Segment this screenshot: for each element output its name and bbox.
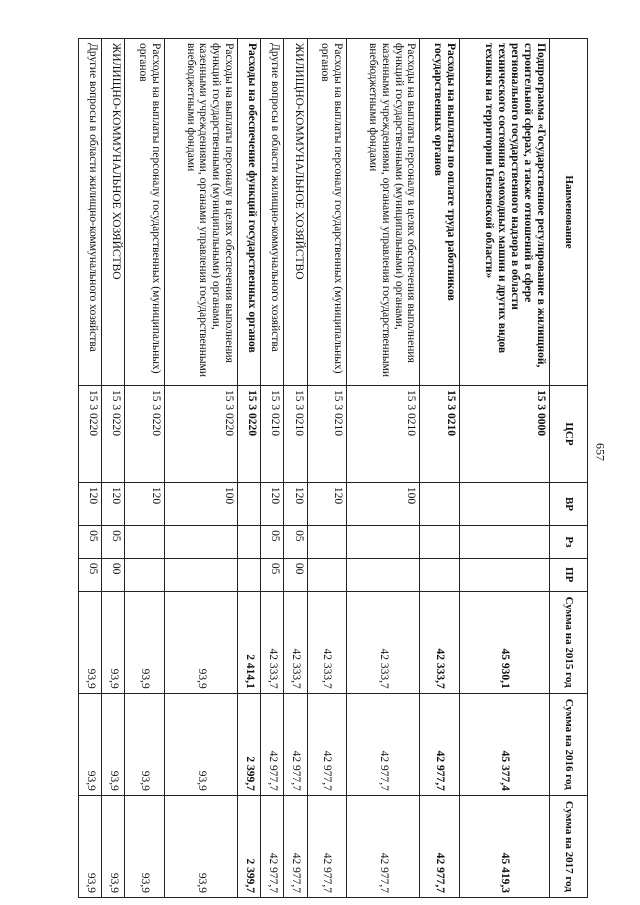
cell-name: Расходы на выплаты персоналу государственных (муниципальных) органов xyxy=(125,39,165,386)
cell-csr: 15 3 0220 xyxy=(165,386,238,483)
cell-2016: 93,9 xyxy=(125,693,165,795)
cell-csr: 15 3 0210 xyxy=(284,386,307,483)
header-2017: Сумма на 2017 год xyxy=(550,795,588,897)
cell-rz: 05 xyxy=(261,526,284,559)
cell-pr: 05 xyxy=(261,558,284,591)
table-row xyxy=(102,39,125,898)
page-number: 657 xyxy=(593,443,608,461)
cell-rz xyxy=(307,526,347,559)
cell-csr: 15 3 0210 xyxy=(307,386,347,483)
cell-2015: 93,9 xyxy=(125,591,165,693)
cell-vr xyxy=(460,482,550,525)
cell-2016: 45 377,4 xyxy=(460,693,550,795)
cell-2017: 93,9 xyxy=(102,795,125,897)
cell-2017: 42 977,7 xyxy=(261,795,284,897)
cell-name: Расходы на обеспечение функций государственных органов xyxy=(238,39,261,386)
cell-rz xyxy=(165,526,238,559)
cell-2016: 93,9 xyxy=(165,693,238,795)
cell-vr: 120 xyxy=(79,482,102,525)
header-rz: Рз xyxy=(550,526,588,559)
cell-vr xyxy=(420,482,460,525)
cell-name: Расходы на выплаты персоналу государственных (муниципальных) органов xyxy=(307,39,347,386)
cell-2016: 93,9 xyxy=(79,693,102,795)
cell-pr xyxy=(460,558,550,591)
cell-2017: 42 977,7 xyxy=(284,795,307,897)
cell-name: ЖИЛИЩНО-КОММУНАЛЬНОЕ ХОЗЯЙСТВО xyxy=(284,39,307,386)
cell-vr: 120 xyxy=(125,482,165,525)
cell-2015: 2 414,1 xyxy=(238,591,261,693)
cell-2015: 42 333,7 xyxy=(347,591,420,693)
cell-2017: 42 977,7 xyxy=(307,795,347,897)
cell-2016: 2 399,7 xyxy=(238,693,261,795)
table-row xyxy=(125,39,165,898)
cell-rz: 05 xyxy=(102,526,125,559)
cell-pr xyxy=(238,558,261,591)
cell-2016: 42 977,7 xyxy=(261,693,284,795)
cell-name: ЖИЛИЩНО-КОММУНАЛЬНОЕ ХОЗЯЙСТВО xyxy=(102,39,125,386)
cell-rz: 05 xyxy=(79,526,102,559)
cell-rz xyxy=(238,526,261,559)
cell-2017: 93,9 xyxy=(125,795,165,897)
cell-pr xyxy=(307,558,347,591)
header-name: Наименование xyxy=(550,39,588,386)
cell-2015: 42 333,7 xyxy=(261,591,284,693)
cell-vr: 120 xyxy=(284,482,307,525)
cell-2016: 93,9 xyxy=(102,693,125,795)
cell-rz xyxy=(460,526,550,559)
table-row xyxy=(347,39,420,898)
cell-name: Другие вопросы в области жилищно-коммунального хозяйства xyxy=(79,39,102,386)
table-row xyxy=(307,39,347,898)
cell-pr xyxy=(125,558,165,591)
cell-name: Расходы на выплаты персоналу в целях обеспечения выполнения функций государственными (муниципальными) органами, казенными учреждениями, органами управления государственными внебюджетными фондами xyxy=(347,39,420,386)
header-2016: Сумма на 2016 год xyxy=(550,693,588,795)
cell-name: Расходы на выплаты персоналу в целях обеспечения выполнения функций государственными (муниципальными) органами, казенными учреждениями, органами управления государственными внебюджетными фондами xyxy=(165,39,238,386)
table-body xyxy=(79,39,550,898)
cell-2017: 93,9 xyxy=(165,795,238,897)
cell-2015: 93,9 xyxy=(102,591,125,693)
table-row xyxy=(238,39,261,898)
cell-vr xyxy=(238,482,261,525)
cell-pr: 00 xyxy=(102,558,125,591)
cell-pr: 05 xyxy=(79,558,102,591)
cell-csr: 15 3 0220 xyxy=(125,386,165,483)
table-row xyxy=(284,39,307,898)
cell-csr: 15 3 0210 xyxy=(261,386,284,483)
cell-csr: 15 3 0210 xyxy=(420,386,460,483)
cell-2017: 2 399,7 xyxy=(238,795,261,897)
header-csr: ЦСР xyxy=(550,386,588,483)
cell-2016: 42 977,7 xyxy=(347,693,420,795)
cell-2017: 42 977,7 xyxy=(347,795,420,897)
cell-vr: 100 xyxy=(347,482,420,525)
cell-2015: 42 333,7 xyxy=(307,591,347,693)
cell-2015: 93,9 xyxy=(79,591,102,693)
cell-2015: 42 333,7 xyxy=(420,591,460,693)
cell-vr: 120 xyxy=(261,482,284,525)
header-pr: ПР xyxy=(550,558,588,591)
header-2015: Сумма на 2015 год xyxy=(550,591,588,693)
cell-2016: 42 977,7 xyxy=(284,693,307,795)
cell-rz: 05 xyxy=(284,526,307,559)
cell-2017: 93,9 xyxy=(79,795,102,897)
cell-2015: 42 333,7 xyxy=(284,591,307,693)
cell-name: Расходы на выплаты по оплате труда работников государственных органов xyxy=(420,39,460,386)
cell-2016: 42 977,7 xyxy=(420,693,460,795)
cell-vr: 120 xyxy=(307,482,347,525)
cell-csr: 15 3 0220 xyxy=(102,386,125,483)
cell-name: Подпрограмма «Государственное регулирование в жилищной, строительной сферах, а также отношений в сфере регионального государственного надзора в области технического состояния самоходных машин и других видов техники на территории Пензенской области» xyxy=(460,39,550,386)
cell-csr: 15 3 0000 xyxy=(460,386,550,483)
cell-rz xyxy=(125,526,165,559)
rotated-table-container xyxy=(78,38,588,898)
header-vr: ВР xyxy=(550,482,588,525)
cell-2017: 42 977,7 xyxy=(420,795,460,897)
budget-table xyxy=(78,38,588,898)
cell-csr: 15 3 0220 xyxy=(79,386,102,483)
cell-pr: 00 xyxy=(284,558,307,591)
cell-pr xyxy=(420,558,460,591)
table-row xyxy=(79,39,102,898)
table-row xyxy=(420,39,460,898)
cell-rz xyxy=(420,526,460,559)
cell-name: Другие вопросы в области жилищно-коммунального хозяйства xyxy=(261,39,284,386)
cell-rz xyxy=(347,526,420,559)
cell-2015: 93,9 xyxy=(165,591,238,693)
cell-2015: 45 930,1 xyxy=(460,591,550,693)
cell-pr xyxy=(347,558,420,591)
table-header-row xyxy=(550,39,588,898)
cell-2016: 42 977,7 xyxy=(307,693,347,795)
table-row xyxy=(261,39,284,898)
cell-vr: 100 xyxy=(165,482,238,525)
cell-vr: 120 xyxy=(102,482,125,525)
table-row xyxy=(165,39,238,898)
cell-pr xyxy=(165,558,238,591)
cell-csr: 15 3 0220 xyxy=(238,386,261,483)
table-row xyxy=(460,39,550,898)
cell-csr: 15 3 0210 xyxy=(347,386,420,483)
cell-2017: 45 419,3 xyxy=(460,795,550,897)
